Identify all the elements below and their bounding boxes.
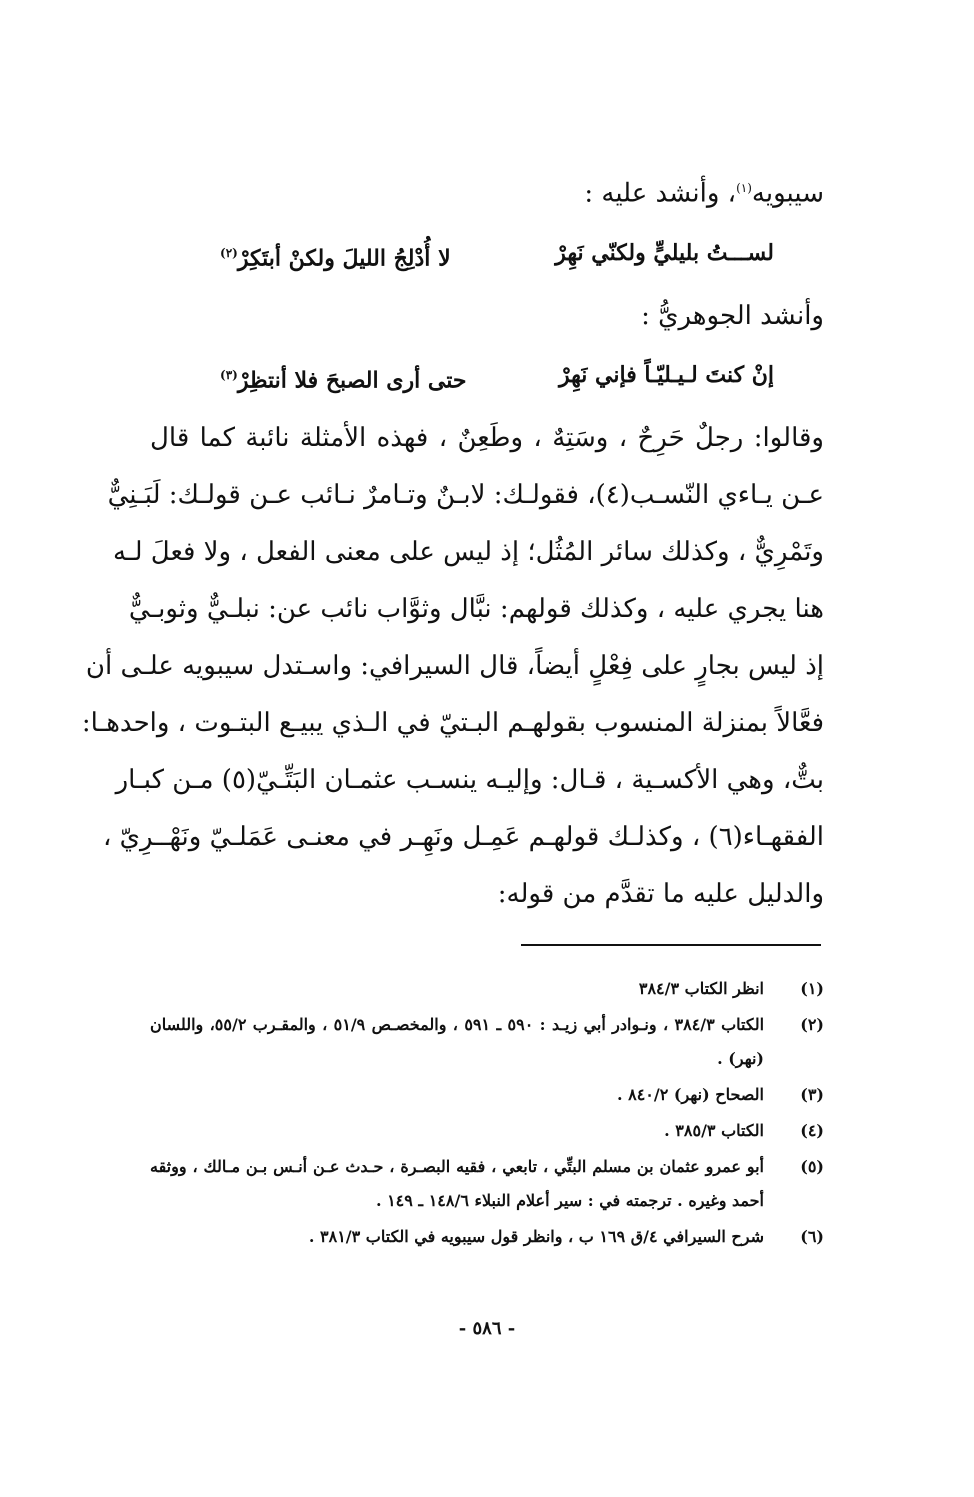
footnote: [150, 972, 824, 1006]
footnote: [150, 1220, 824, 1254]
footnote-text: شرح السيرافي ٤/ق ١٦٩ ب ، وانظر قول سيبويه في الكتاب ٣٨١/٣ .: [308, 1227, 764, 1246]
intro-line-text: سيبويه: [751, 178, 824, 209]
paragraph-line: وقالوا: رجلٌ حَرِحٌ ، وسَتِهٌ ، وطَعِنٌ ، فهذه الأمثلة نائبة كما قال: [150, 423, 824, 454]
verse-2-second-hemistich: [220, 345, 466, 410]
footnote-ref-1: (١): [736, 181, 752, 195]
paragraph-line: وتَمْرِيٌّ ، وكذلك سائر المُثُل؛ إذ ليس على معنى الفعل ، ولا فعلَ لـه: [113, 537, 824, 568]
footnote-text: الكتاب ٣٨٥/٣ .: [664, 1121, 764, 1140]
intro-line: [150, 160, 824, 223]
paragraph-line: بتٌّ، وهي الأكسـية ، قـال: وإليـه ينسـب عثمـان البَتِّـيّ(٥) مـن كبـار: [115, 765, 824, 796]
footnote-number: (٣): [800, 1085, 824, 1104]
paragraph-line: عـن يـاءي النّسـب(٤)، فقولـك: لابـنٌ وتـامرٌ نـائب عـن قولـك: لَبَـنِيٌّ: [107, 480, 824, 511]
paragraph-line: هنا يجري عليه ، وكذلك قولهم: نبَّال وثوَّاب نائب عن: نبلـيٌّ وثوبـيٌّ: [128, 594, 824, 625]
verse-1-second-hemistich: [220, 223, 451, 288]
page-number: - ٥٨٦ -: [458, 1318, 516, 1339]
intro-line-tail: ، وأنشد عليه :: [584, 178, 737, 209]
footnote-text: انظر الكتاب ٣٨٤/٣: [638, 979, 764, 998]
footnote: [150, 1008, 824, 1076]
footnote: [150, 1150, 824, 1218]
footnotes: [150, 972, 824, 1256]
verse-2-second-hemistich-text: حتى أرى الصبحَ فلا أنتظِرْ: [237, 367, 467, 394]
main-text: [81, 160, 824, 923]
footnote-ref-2: (٢): [220, 245, 238, 260]
footnote: [150, 1078, 824, 1112]
paragraph-line: فعَّالاً بمنزلة المنسوب بقولهـم البـتيّ في الـذي يبيـع البتـوت ، واحدهـا:: [81, 708, 824, 739]
paragraph-line: إذ ليس بجارٍ على فِعْلٍ أيضاً، قال السيرافي: واسـتدل سيبويه علـى أن: [85, 651, 824, 682]
verse-2-first-hemistich: إنْ كنتَ لـيـليّـاً فإني نَهِرْ: [558, 361, 774, 388]
footnote: [150, 1114, 824, 1148]
footnote-ref-3: (٣): [220, 367, 238, 382]
jawhari-line: وأنشد الجوهريُّ :: [641, 300, 824, 331]
footnote-text: الصحاح (نهر) ٨٤٠/٢ .: [616, 1085, 764, 1104]
footnote-text: الكتاب ٣٨٤/٣ ، ونـوادر أبي زيـد : ٥٩٠ ـ ٥٩١ ، والمخصـص ٥١/٩ ، والمقـرب ٥٥/٢، واللسان (نهر) .: [150, 1015, 765, 1068]
footnote-number: (٦): [800, 1227, 824, 1246]
footnote-number: (٢): [800, 1015, 824, 1034]
verse-1-first-hemistich: لســـتُ بليليٍّ ولكنّي نَهِرْ: [555, 239, 774, 266]
footnote-text: أبو عمرو عثمان بن مسلم البتِّي ، تابعي ، فقيه البصـرة ، حـدث عـن أنـس بـن مـالك ، ووثقه أحمد وغيره . ترجمته في : سير أعلام النبلاء ١٤٨/٦ ـ ١٤٩ .: [150, 1157, 764, 1210]
verse-1-second-hemistich-text: لا أُدْلِجُ الليلَ ولكنْ أبتَكِرْ: [237, 244, 451, 271]
paragraph-line: والدليل عليه ما تقدَّم من قوله:: [497, 879, 824, 910]
verse-1: [150, 223, 824, 288]
verse-2: [150, 345, 824, 410]
footnote-divider: [521, 944, 821, 946]
paragraph-line: الفقهـاء(٦) ، وكذلـك قولهـم عَمِـل ونَهِـر في معنـى عَمَلـيّ ونَهْــرِيّ ،: [102, 822, 824, 853]
footnote-number: (٥): [800, 1157, 824, 1176]
footnote-number: (١): [800, 979, 824, 998]
footnote-number: (٤): [800, 1121, 824, 1140]
